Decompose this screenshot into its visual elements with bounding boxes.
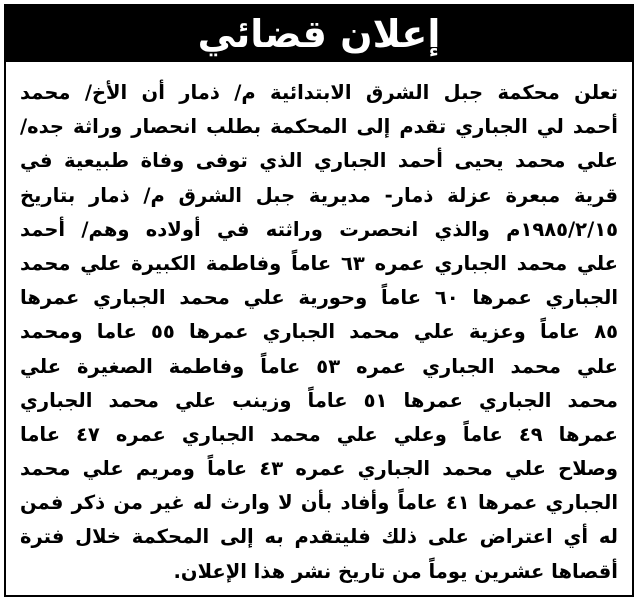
- notice-line: الجباري عمرها ٦٠ عاماً وحورية علي محمد الجباري عمرها: [20, 286, 618, 310]
- notice-line: أحمد لي الجباري تقدم إلى المحكمة بطلب انحصار وراثة جده/: [20, 115, 618, 139]
- notice-body: [20, 76, 618, 589]
- notice-line: قرية مبعرة عزلة ذمار- مديرية جبل الشرق م/ ذمار بتاريخ: [20, 183, 618, 207]
- notice-line: وصلاح علي محمد الجباري عمره ٤٣ عاماً ومريم علي محمد: [20, 457, 618, 481]
- notice-line: ٨٥ عاماً وعزية علي محمد الجباري عمرها ٥٥ عاما ومحمد: [20, 320, 618, 344]
- notice-line: علي محمد الجباري عمره ٦٣ عاماً وفاطمة الكبيرة علي محمد: [20, 251, 618, 275]
- notice-line: تعلن محكمة جبل الشرق الابتدائية م/ ذمار أن الأخ/ محمد: [20, 81, 618, 104]
- notice-header: [6, 6, 632, 62]
- notice-line: أقصاها عشرين يوماً من تاريخ نشر هذا الإعلان.: [173, 559, 618, 583]
- notice-line: الجباري عمرها ٤١ عاماً وأفاد بأن لا وارث له غير من ذكر فمن: [20, 491, 618, 515]
- notice-title: إعلان قضائي: [197, 12, 441, 56]
- notice-line: ١٩٨٥/٢/١٥م والذي انحصرت وراثته في أولاده وهم/ أحمد: [20, 217, 618, 241]
- notice-line: له أي اعتراض على ذلك فليتقدم به إلى المحكمة خلال فترة: [20, 525, 618, 549]
- notice-line: محمد الجباري عمرها ٥١ عاماً وزينب علي محمد الجباري: [20, 388, 618, 412]
- notice-line: عمرها ٤٩ عاماً وعلي علي محمد الجباري عمره ٤٧ عاما: [20, 422, 618, 446]
- notice-line: علي محمد يحيى أحمد الجباري الذي توفى وفاة طبيعية في: [20, 149, 618, 173]
- judicial-notice: [4, 4, 634, 597]
- notice-line: علي محمد الجباري عمره ٥٣ عاماً وفاطمة الصغيرة علي: [20, 354, 618, 378]
